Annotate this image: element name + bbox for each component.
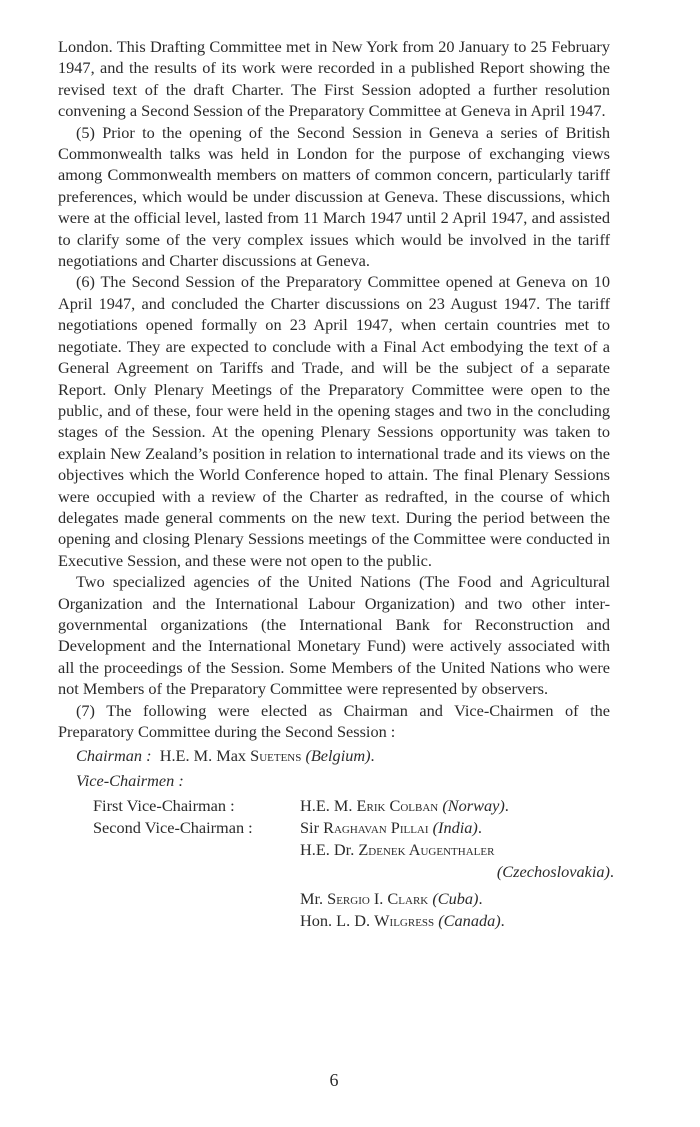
second-vice-chairman-name: Raghavan Pillai — [323, 818, 429, 838]
fourth-vice-chairman-name: Sergio I. Clark — [327, 889, 429, 909]
chairman-surname: Suetens — [250, 746, 302, 766]
document-page — [58, 36, 614, 932]
third-vice-chairman-name: Zdenek Augenthaler — [358, 840, 495, 860]
vice-chairman-fifth: Hon. L. D. Wilgress (Canada). — [300, 911, 505, 931]
paragraph-specialized-agencies: Two specialized agencies of the United Nations (The Food and Agricultural Organization and the International Labour Organization) and two other inter-governmental organizations (the International Bank for Reconstruction and Development and the International Monetary Fund) were actively associated with all the proceedings of the Session. Some Members of the United Nations who were not Members of the Preparatory Committee were represented by observers. — [58, 572, 610, 699]
vice-chairmen-list — [93, 795, 614, 932]
vice-chairman-fourth: Mr. Sergio I. Clark (Cuba). — [300, 889, 483, 909]
vice-chairman-first: First Vice-Chairman : H.E. M. Erik Colban (Norway). — [93, 796, 509, 816]
chairman-country: (Belgium) — [305, 746, 371, 766]
vice-chairman-third: H.E. Dr. Zdenek Augenthaler — [300, 840, 495, 860]
chairman-prefix: H.E. M. Max — [159, 746, 251, 766]
chairman-line: Chairman : H.E. M. Max Suetens (Belgium). — [76, 746, 375, 766]
page-number: 6 — [329, 1070, 339, 1090]
third-vice-chairman-country: (Czechoslovakia) — [496, 862, 610, 882]
paragraph-6-second-session: (6) The Second Session of the Preparatory Committee opened at Geneva on 10 April 1947, and concluded the Charter discussions on 23 August 1947. The tariff negotiations opened formally on 23 April 1947, when certain countries met to negotiate. They are expected to conclude with a Final Act embodying the text of a General Agreement on Tariffs and Trade, and will be the subject of a separate Report. Only Plenary Meetings of the Preparatory Committee were open to the public, and of these, four were held in the opening stages and two in the concluding stages of the Session. At the opening Plenary Sessions opportunity was taken to explain New Zealand’s position in relation to international trade and its views on the objectives which the World Conference hoped to attain. The final Plenary Sessions were occupied with a review of the Charter as redrafted, in the course of which delegates made general comments on the new text. During the period between the opening and closing Plenary Sessions meetings of the Committee were conducted in Executive Session, and these were not open to the public. — [58, 272, 610, 570]
second-vice-chairman-role: Second Vice-Chairman : — [93, 818, 253, 838]
officers-list — [58, 745, 614, 932]
vice-chairmen-heading: Vice-Chairmen : — [76, 771, 184, 791]
paragraph-7-elections: (7) The following were elected as Chairman and Vice-Chairmen of the Preparatory Committee during the Second Session : — [58, 700, 610, 741]
fifth-vice-chairman-name: Wilgress — [374, 911, 435, 931]
chairman-label: Chairman : — [76, 746, 152, 766]
paragraph-5-commonwealth-talks: (5) Prior to the opening of the Second Session in Geneva a series of British Commonwealth talks was held in London for the purpose of exchanging views among Commonwealth members on matters of common concern, particularly tariff preferences, which would be under discussion at Geneva. These discussions, which were at the official level, lasted from 11 March 1947 until 2 April 1947, and assisted to clarify some of the very complex issues which would be involved in the tariff negotiations and Charter discussions at Geneva. — [58, 122, 610, 271]
paragraph-london: London. This Drafting Committee met in New York from 20 January to 25 February 1947, and the results of its work were recorded in a published Report showing the revised text of the draft Charter. The First Session adopted a further resolution convening a Second Session of the Preparatory Committee at Geneva in April 1947. — [58, 37, 610, 121]
first-vice-chairman-name: Erik Colban — [356, 796, 439, 816]
vice-chairman-third-country-line: (Czechoslovakia). — [496, 862, 614, 882]
vice-chairman-second: Second Vice-Chairman : Sir Raghavan Pillai (India). — [93, 818, 482, 838]
first-vice-chairman-role: First Vice-Chairman : — [93, 796, 235, 816]
